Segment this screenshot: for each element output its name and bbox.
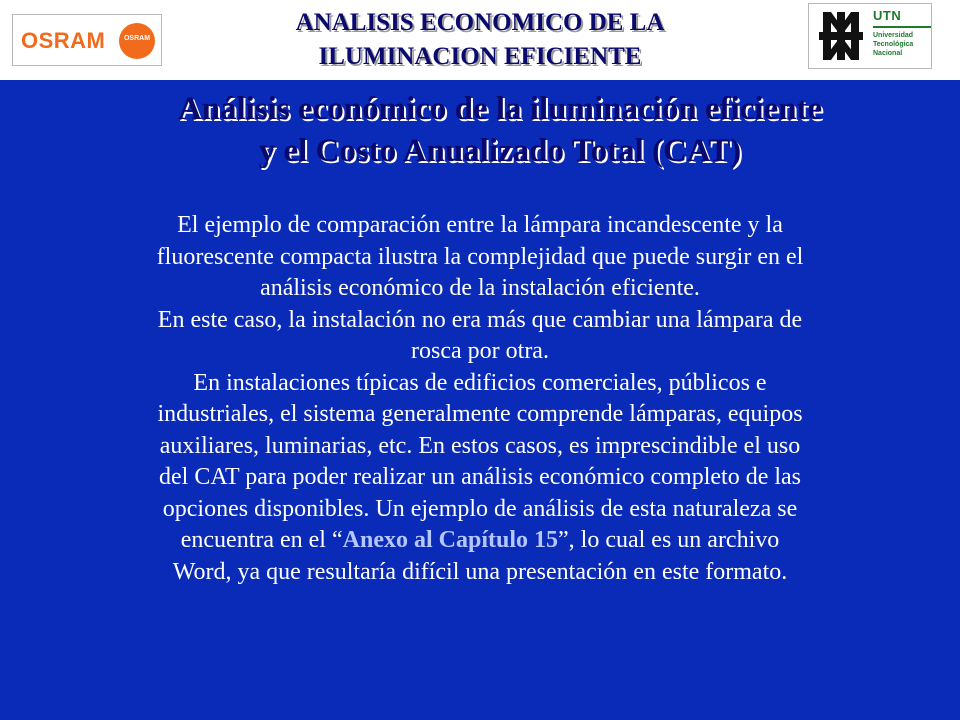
osram-bulb-text: OSRAM — [123, 35, 151, 42]
slide-title-line1: Análisis económico de la iluminación eficiente — [177, 91, 823, 127]
slide-title-line2: y el Costo Anualizado Total (CAT) — [258, 133, 742, 169]
utn-logo — [808, 3, 932, 69]
header-title-line1: ANALISIS ECONOMICO DE LA — [295, 9, 665, 36]
header-bar — [0, 0, 960, 80]
header-title-line2: ILUMINACION EFICIENTE — [318, 43, 642, 70]
osram-logo — [12, 14, 162, 66]
body-line-annex — [42, 525, 918, 557]
utn-text-block — [873, 8, 931, 58]
body-line: del CAT para poder realizar un análisis económico completo de las — [159, 464, 801, 490]
annex-prefix: encuentra en el “ — [180, 527, 343, 553]
body-line: auxiliares, luminarias, etc. En estos casos, es imprescindible el uso — [159, 432, 801, 459]
annex-link[interactable]: Anexo al Capítulo 15 — [342, 527, 558, 553]
body-line: Word, ya que resultaría difícil una presentación en este formato. — [172, 558, 788, 585]
header-title — [190, 6, 770, 74]
slide-body — [0, 80, 960, 720]
body-line: industriales, el sistema generalmente comprende lámparas, equipos — [157, 401, 803, 427]
osram-bulb-icon — [119, 23, 155, 59]
body-line: El ejemplo de comparación entre la lámpara incandescente y la — [177, 212, 783, 238]
body-line: En instalaciones típicas de edificios comerciales, públicos e — [193, 369, 767, 396]
utn-emblem-icon — [813, 8, 869, 64]
body-line: rosca por otra. — [411, 338, 549, 364]
utn-logo-text: UTN — [873, 8, 931, 28]
slide-title — [60, 88, 940, 172]
osram-logo-text: OSRAM — [21, 28, 106, 53]
utn-sub3: Nacional — [873, 50, 903, 57]
utn-sub1: Universidad — [873, 32, 914, 39]
body-line: En este caso, la instalación no era más que cambiar una lámpara de — [157, 306, 803, 333]
body-line: análisis económico de la instalación eficiente. — [260, 275, 700, 301]
utn-sub2: Tecnológica — [873, 41, 914, 48]
body-paragraphs — [42, 210, 918, 588]
body-line: opciones disponibles. Un ejemplo de análisis de esta naturaleza se — [162, 495, 798, 522]
annex-suffix: ”, lo cual es un archivo — [558, 527, 780, 553]
body-line: fluorescente compacta ilustra la complejidad que puede surgir en el — [156, 243, 804, 270]
